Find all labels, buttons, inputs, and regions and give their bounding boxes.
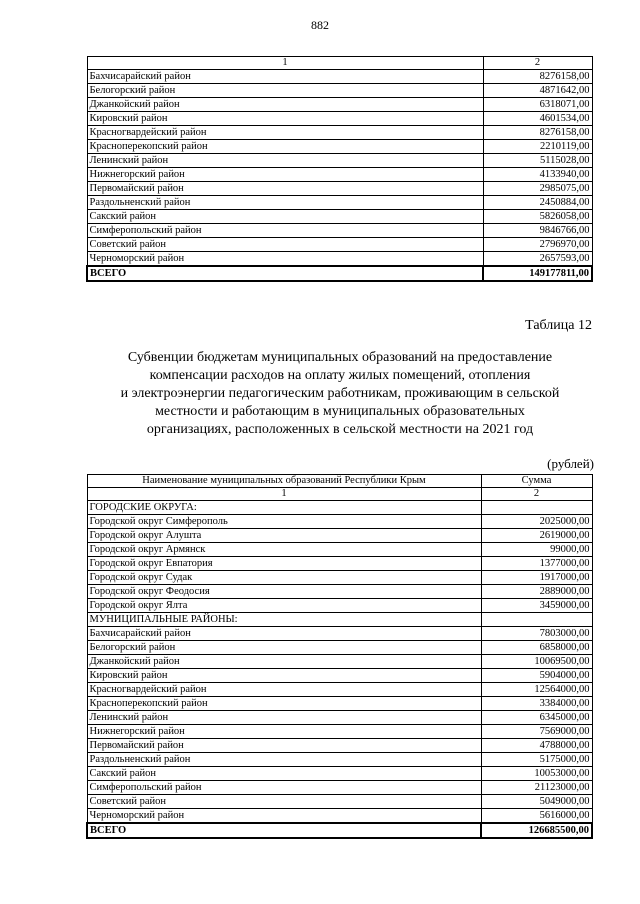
row-name: Симферопольский район [87, 781, 481, 795]
row-value: 8276158,00 [483, 126, 592, 140]
row-value: 99000,00 [481, 543, 592, 557]
table-row [87, 140, 592, 154]
row-name: Бахчисарайский район [87, 627, 481, 641]
row-value: 126685500,00 [481, 823, 592, 838]
table-12-subheader-row [87, 488, 592, 501]
section-row-city-districts [87, 501, 592, 515]
row-value: 6345000,00 [481, 711, 592, 725]
row-name: Кировский район [87, 112, 483, 126]
total-row [87, 823, 592, 838]
row-name: Черноморский район [87, 809, 481, 824]
row-name: Красноперекопский район [87, 697, 481, 711]
row-name: Джанкойский район [87, 655, 481, 669]
table-label: Таблица 12 [525, 318, 592, 333]
table-row [87, 655, 592, 669]
row-name: Сакский район [87, 767, 481, 781]
empty-cell [481, 501, 592, 515]
row-name: Белогорский район [87, 84, 483, 98]
table-row [87, 585, 592, 599]
row-value: 4788000,00 [481, 739, 592, 753]
table-row [87, 641, 592, 655]
row-value: 2657593,00 [483, 252, 592, 267]
row-name: Белогорский район [87, 641, 481, 655]
table-row [87, 70, 592, 84]
row-value: 5616000,00 [481, 809, 592, 824]
row-name: ВСЕГО [87, 823, 481, 838]
title-line: и электроэнергии педагогическим работникам, проживающим в сельской [120, 386, 560, 401]
row-value: 5826058,00 [483, 210, 592, 224]
table-row [87, 767, 592, 781]
table-row [87, 669, 592, 683]
table-row [87, 739, 592, 753]
row-name: Ленинский район [87, 711, 481, 725]
row-value: 6858000,00 [481, 641, 592, 655]
table-row [87, 683, 592, 697]
row-name: Раздольненский район [87, 196, 483, 210]
row-name: Городской округ Симферополь [87, 515, 481, 529]
column-number-2: 2 [481, 488, 592, 501]
row-value: 2889000,00 [481, 585, 592, 599]
row-name: Ленинский район [87, 154, 483, 168]
row-value: 5049000,00 [481, 795, 592, 809]
row-name: Красногвардейский район [87, 683, 481, 697]
row-name: Красногвардейский район [87, 126, 483, 140]
title-line: компенсации расходов на оплату жилых помещений, отопления [149, 368, 531, 383]
row-name: Джанкойский район [87, 98, 483, 112]
row-value: 2210119,00 [483, 140, 592, 154]
units-label: (рублей) [547, 456, 594, 471]
row-name: Городской округ Феодосия [87, 585, 481, 599]
row-value: 12564000,00 [481, 683, 592, 697]
table-row [87, 529, 592, 543]
row-value: 4601534,00 [483, 112, 592, 126]
table-row [87, 224, 592, 238]
row-name: ВСЕГО [87, 266, 483, 281]
column-number-1: 1 [87, 488, 481, 501]
row-value: 21123000,00 [481, 781, 592, 795]
row-name: Бахчисарайский район [87, 70, 483, 84]
empty-cell [481, 613, 592, 627]
table-row [87, 809, 592, 824]
column-number-2: 2 [483, 57, 592, 70]
column-number-1: 1 [87, 57, 483, 70]
row-value: 3459000,00 [481, 599, 592, 613]
row-value: 5115028,00 [483, 154, 592, 168]
table-row [87, 515, 592, 529]
table-row [87, 711, 592, 725]
table-1-header-row [87, 57, 592, 70]
page-number: 882 [311, 18, 329, 32]
row-name: Городской округ Евпатория [87, 557, 481, 571]
row-value: 4133940,00 [483, 168, 592, 182]
row-value: 4871642,00 [483, 84, 592, 98]
row-value: 10053000,00 [481, 767, 592, 781]
row-value: 1377000,00 [481, 557, 592, 571]
title-line: Субвенции бюджетам муниципальных образований на предоставление [127, 350, 553, 365]
row-value: 5175000,00 [481, 753, 592, 767]
row-value: 2985075,00 [483, 182, 592, 196]
table-row [87, 168, 592, 182]
row-name: Советский район [87, 795, 481, 809]
row-name: Первомайский район [87, 182, 483, 196]
table-row [87, 725, 592, 739]
row-value: 9846766,00 [483, 224, 592, 238]
table-row [87, 182, 592, 196]
row-name: Городской округ Судак [87, 571, 481, 585]
table-row [87, 557, 592, 571]
table-row [87, 238, 592, 252]
row-value: 2619000,00 [481, 529, 592, 543]
row-value: 2025000,00 [481, 515, 592, 529]
row-value: 7803000,00 [481, 627, 592, 641]
row-value: 8276158,00 [483, 70, 592, 84]
table-row [87, 210, 592, 224]
section-row-municipal-districts [87, 613, 592, 627]
table-row [87, 196, 592, 210]
table-title [90, 349, 590, 439]
table-12 [86, 474, 593, 839]
row-name: Нижнегорский район [87, 725, 481, 739]
table-row [87, 543, 592, 557]
row-name: Раздольненский район [87, 753, 481, 767]
column-header-sum: Сумма [481, 475, 592, 488]
title-line: организациях, расположенных в сельской местности на 2021 год [146, 422, 534, 437]
section-label: МУНИЦИПАЛЬНЫЕ РАЙОНЫ: [87, 613, 481, 627]
row-name: Городской округ Алушта [87, 529, 481, 543]
row-name: Советский район [87, 238, 483, 252]
table-row [87, 154, 592, 168]
row-value: 2796970,00 [483, 238, 592, 252]
row-name: Черноморский район [87, 252, 483, 267]
row-name: Нижнегорский район [87, 168, 483, 182]
table-row [87, 84, 592, 98]
table-row [87, 98, 592, 112]
row-value: 2450884,00 [483, 196, 592, 210]
row-value: 3384000,00 [481, 697, 592, 711]
table-row [87, 753, 592, 767]
table-row [87, 112, 592, 126]
table-12-header-row [87, 475, 592, 488]
table-row [87, 599, 592, 613]
row-name: Первомайский район [87, 739, 481, 753]
row-name: Кировский район [87, 669, 481, 683]
table-row [87, 795, 592, 809]
table-1-continuation [86, 56, 593, 282]
table-row [87, 781, 592, 795]
table-row [87, 252, 592, 267]
row-value: 6318071,00 [483, 98, 592, 112]
row-value: 7569000,00 [481, 725, 592, 739]
row-name: Симферопольский район [87, 224, 483, 238]
row-value: 149177811,00 [483, 266, 592, 281]
row-name: Городской округ Ялта [87, 599, 481, 613]
column-header-name: Наименование муниципальных образований Республики Крым [87, 475, 481, 488]
row-value: 5904000,00 [481, 669, 592, 683]
row-name: Городской округ Армянск [87, 543, 481, 557]
row-name: Сакский район [87, 210, 483, 224]
row-value: 10069500,00 [481, 655, 592, 669]
title-line: местности и работающим в муниципальных образовательных [155, 404, 525, 419]
row-name: Красноперекопский район [87, 140, 483, 154]
section-label: ГОРОДСКИЕ ОКРУГА: [87, 501, 481, 515]
table-row [87, 571, 592, 585]
table-row [87, 697, 592, 711]
row-value: 1917000,00 [481, 571, 592, 585]
total-row [87, 266, 592, 281]
table-row [87, 627, 592, 641]
table-row [87, 126, 592, 140]
